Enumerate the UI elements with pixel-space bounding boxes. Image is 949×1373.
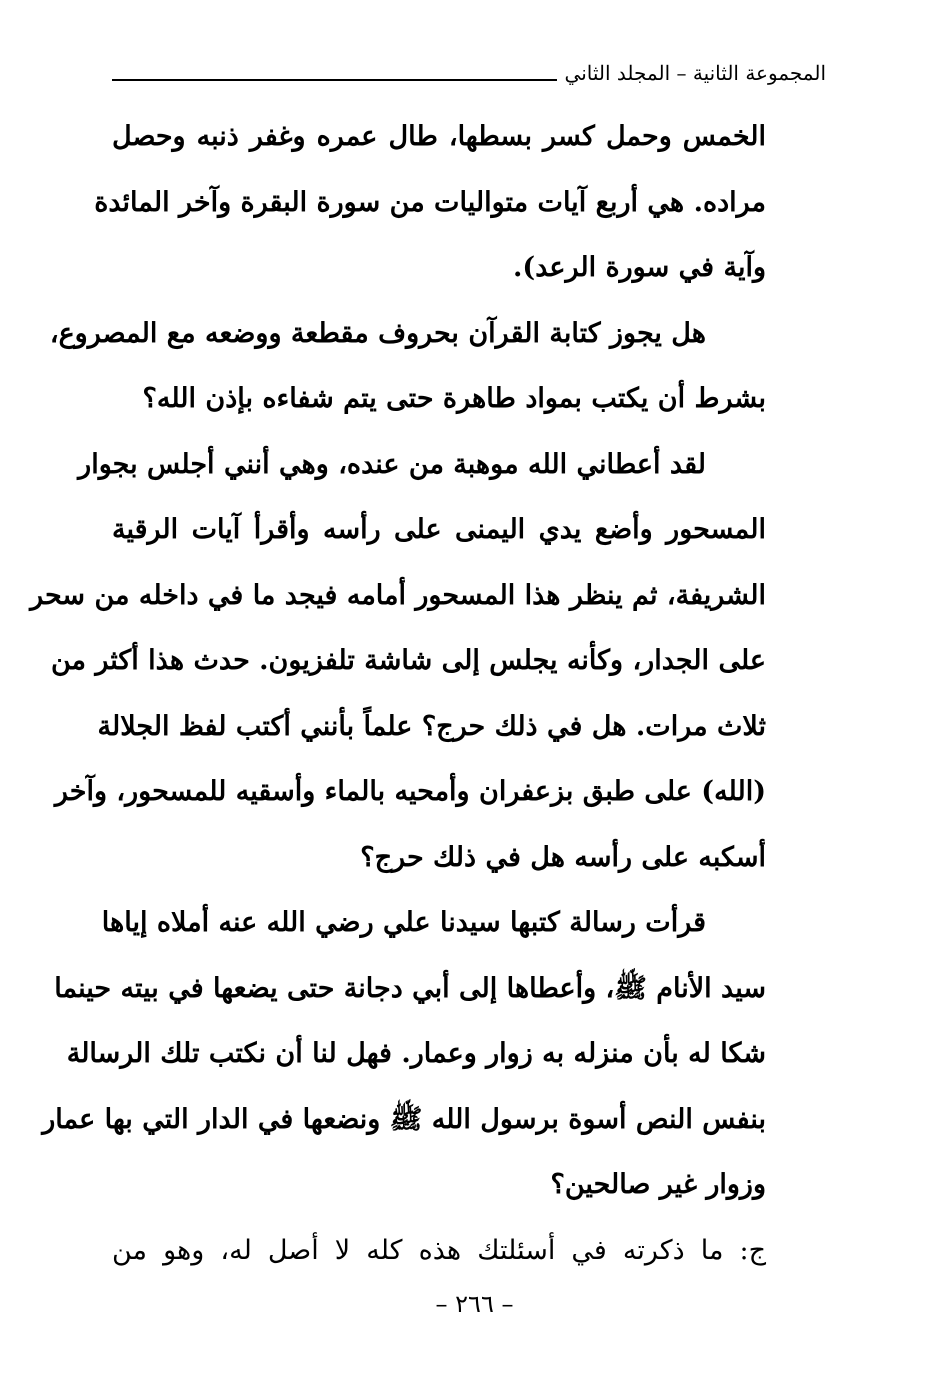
- page-number: – ٢٦٦ –: [435, 1290, 514, 1318]
- answer-text-line: ج: ما ذكرته في أسئلتك هذه كله لا أصل له، وهو من: [112, 1234, 766, 1266]
- question-text-line: قرأت رسالة كتبها سيدنا علي رضي الله عنه أملاه إياها: [101, 907, 706, 938]
- running-header-title: المجموعة الثانية – المجلد الثاني: [564, 61, 826, 85]
- question-text-line: سيد الأنام ﷺ، وأعطاها إلى أبي دجانة حتى يضعها في بيته حينما: [54, 972, 766, 1004]
- question-text-line: المسحور وأضع يدي اليمنى على رأسه وأقرأ آيات الرقية: [112, 514, 766, 545]
- question-text-line: على الجدار، وكأنه يجلس إلى شاشة تلفزيون. حدث هذا أكثر من: [50, 645, 766, 676]
- question-text-line: الشريفة، ثم ينظر هذا المسحور أمامه فيجد ما في داخله من سحر: [30, 579, 766, 611]
- question-text-line: شكا له بأن منزله به زوار وعمار. فهل لنا أن نكتب تلك الرسالة: [66, 1038, 766, 1069]
- question-text-line: ثلاث مرات. هل في ذلك حرج؟ علماً بأنني أكتب لفظ الجلالة: [97, 710, 766, 742]
- question-text-line: بنفس النص أسوة برسول الله ﷺ ونضعها في الدار التي بها عمار: [42, 1103, 766, 1135]
- header-rule: [112, 79, 557, 81]
- question-text-line: بشرط أن يكتب بمواد طاهرة حتى يتم شفاءه بإذن الله؟: [142, 383, 766, 414]
- text-line: مراده. هي أربع آيات متواليات من سورة البقرة وآخر المائدة: [94, 186, 766, 218]
- text-line: وآية في سورة الرعد).: [513, 252, 766, 283]
- running-header: [112, 52, 826, 86]
- question-text-line: أسكبه على رأسه هل في ذلك حرج؟: [360, 841, 766, 873]
- question-text-line: وزوار غير صالحين؟: [550, 1169, 766, 1200]
- question-text-line: هل يجوز كتابة القرآن بحروف مقطعة ووضعه مع المصروع،: [49, 317, 706, 349]
- text-line: الخمس وحمل كسر بسطها، طال عمره وغفر ذنبه وحصل: [112, 121, 766, 152]
- body-text: [30, 104, 766, 1283]
- question-text-line: لقد أعطاني الله موهبة من عنده، وهي أنني أجلس بجوار: [78, 448, 706, 480]
- question-text-line: (الله) على طبق بزعفران وأمحيه بالماء وأسقيه للمسحور، وآخر: [54, 776, 766, 807]
